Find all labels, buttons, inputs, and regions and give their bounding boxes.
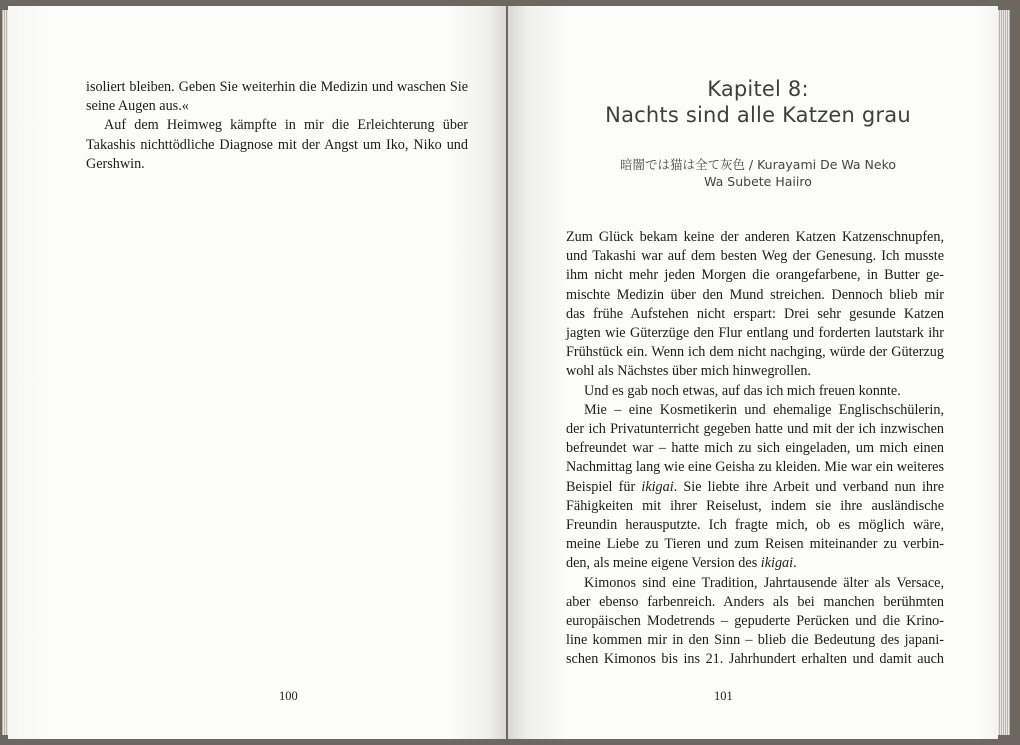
- text-line: ihm nicht mehr jeden Morgen die orangefarbene, in Butter ge-: [566, 267, 944, 284]
- left-page: [8, 6, 506, 739]
- paragraph: [86, 116, 468, 174]
- text-line: Zum Glück bekam keine der anderen Katzen Katzenschnupfen,: [566, 229, 944, 245]
- right-page-edges: [998, 10, 1010, 735]
- text-line: und Takashi war auf dem besten Weg der Genesung. Ich musste: [566, 248, 944, 265]
- text-line: Freundin herausputzte. Ich fragte mich, ob es möglich wäre,: [566, 517, 944, 534]
- text-line: Und es gab noch etwas, auf das ich mich freuen konnte.: [584, 382, 901, 399]
- text-line: isoliert bleiben. Geben Sie weiterhin die Medizin und waschen Sie: [86, 79, 468, 95]
- text-line: Frühstück ein. Wenn ich dem nicht nachging, würde der Güterzug: [566, 344, 944, 361]
- text-line: europäischen Modetrends – gepuderte Perücken und die Krino-: [566, 613, 944, 630]
- text-line: der ich Privatunterricht gegeben hatte und mit der ich inzwischen: [566, 421, 944, 438]
- text-line: Gershwin.: [86, 155, 145, 172]
- chapter-subtitle-line-2: Wa Subete Haiiro: [704, 174, 812, 189]
- paragraph: [86, 78, 468, 116]
- paragraph: [566, 228, 944, 382]
- paragraph: [566, 382, 944, 401]
- text-line: Beispiel für ikigai. Sie liebte ihre Arbeit und verband nun ihre: [566, 478, 944, 495]
- italic-term: ikigai: [760, 555, 794, 572]
- text-line: mischte Medizin über den Mund streichen. Dennoch blieb mir: [566, 286, 944, 303]
- left-page-number: 100: [279, 689, 298, 703]
- text-line: Kimonos sind eine Tradition, Jahrtausende älter als Versace,: [584, 574, 944, 591]
- chapter-subtitle-line-1: 暗闇では猫は全て灰色 / Kurayami De Wa Neko: [619, 157, 897, 172]
- text-line: schen Kimonos bis ins 21. Jahrhundert erhalten und damit auch: [566, 651, 944, 668]
- right-page: [508, 6, 998, 739]
- text-line: line kommen mir in den Sinn – blieb die Bedeutung des japani-: [566, 632, 944, 649]
- text-line: wohl als Nächstes über mich hinwegrollen.: [566, 363, 812, 380]
- text-line: den, als meine eigene Version des ikigai.: [566, 555, 797, 572]
- left-page-body-text: [86, 78, 468, 174]
- chapter-title-line-2: Nachts sind alle Katzen grau: [605, 103, 911, 127]
- chapter-title: [548, 76, 968, 128]
- chapter-subtitle: [548, 156, 968, 190]
- text-line: aber ebenso farbenreich. Anders als bei manchen berühmten: [566, 593, 944, 610]
- text-line: das frühe Aufstehen nicht erspart: Drei sehr gesunde Katzen: [566, 305, 944, 322]
- text-line: Nachmittag lang wie eine Geisha zu kleiden. Mie war ein weiteres: [566, 459, 944, 476]
- text-line: Fähigkeiten mit ihrer Reiselust, indem sie ihre ausländische: [566, 497, 944, 514]
- text-line: befreundet war – hatte mich zu sich eingeladen, um mich einen: [566, 440, 944, 457]
- chapter-title-line-1: Kapitel 8:: [707, 77, 809, 101]
- text-line: Auf dem Heimweg kämpfte in mir die Erleichterung über: [104, 117, 468, 134]
- text-line: seine Augen aus.«: [86, 98, 189, 115]
- italic-term: ikigai: [641, 478, 674, 495]
- text-line: Mie – eine Kosmetikerin und ehemalige Englischschülerin,: [584, 401, 944, 418]
- paragraph: [566, 574, 944, 670]
- text-line: meine Liebe zu Tieren und zum Reisen miteinander zu verbin-: [566, 536, 944, 553]
- right-page-body-text: [566, 228, 944, 670]
- text-line: Takashis nichttödliche Diagnose mit der Angst um Iko, Niko und: [86, 136, 468, 153]
- text-line: jagten wie Güterzüge den Flur entlang und forderten lautstark ihr: [566, 325, 944, 342]
- right-page-number: 101: [714, 689, 733, 703]
- open-book: [8, 6, 1010, 739]
- paragraph: [566, 401, 944, 574]
